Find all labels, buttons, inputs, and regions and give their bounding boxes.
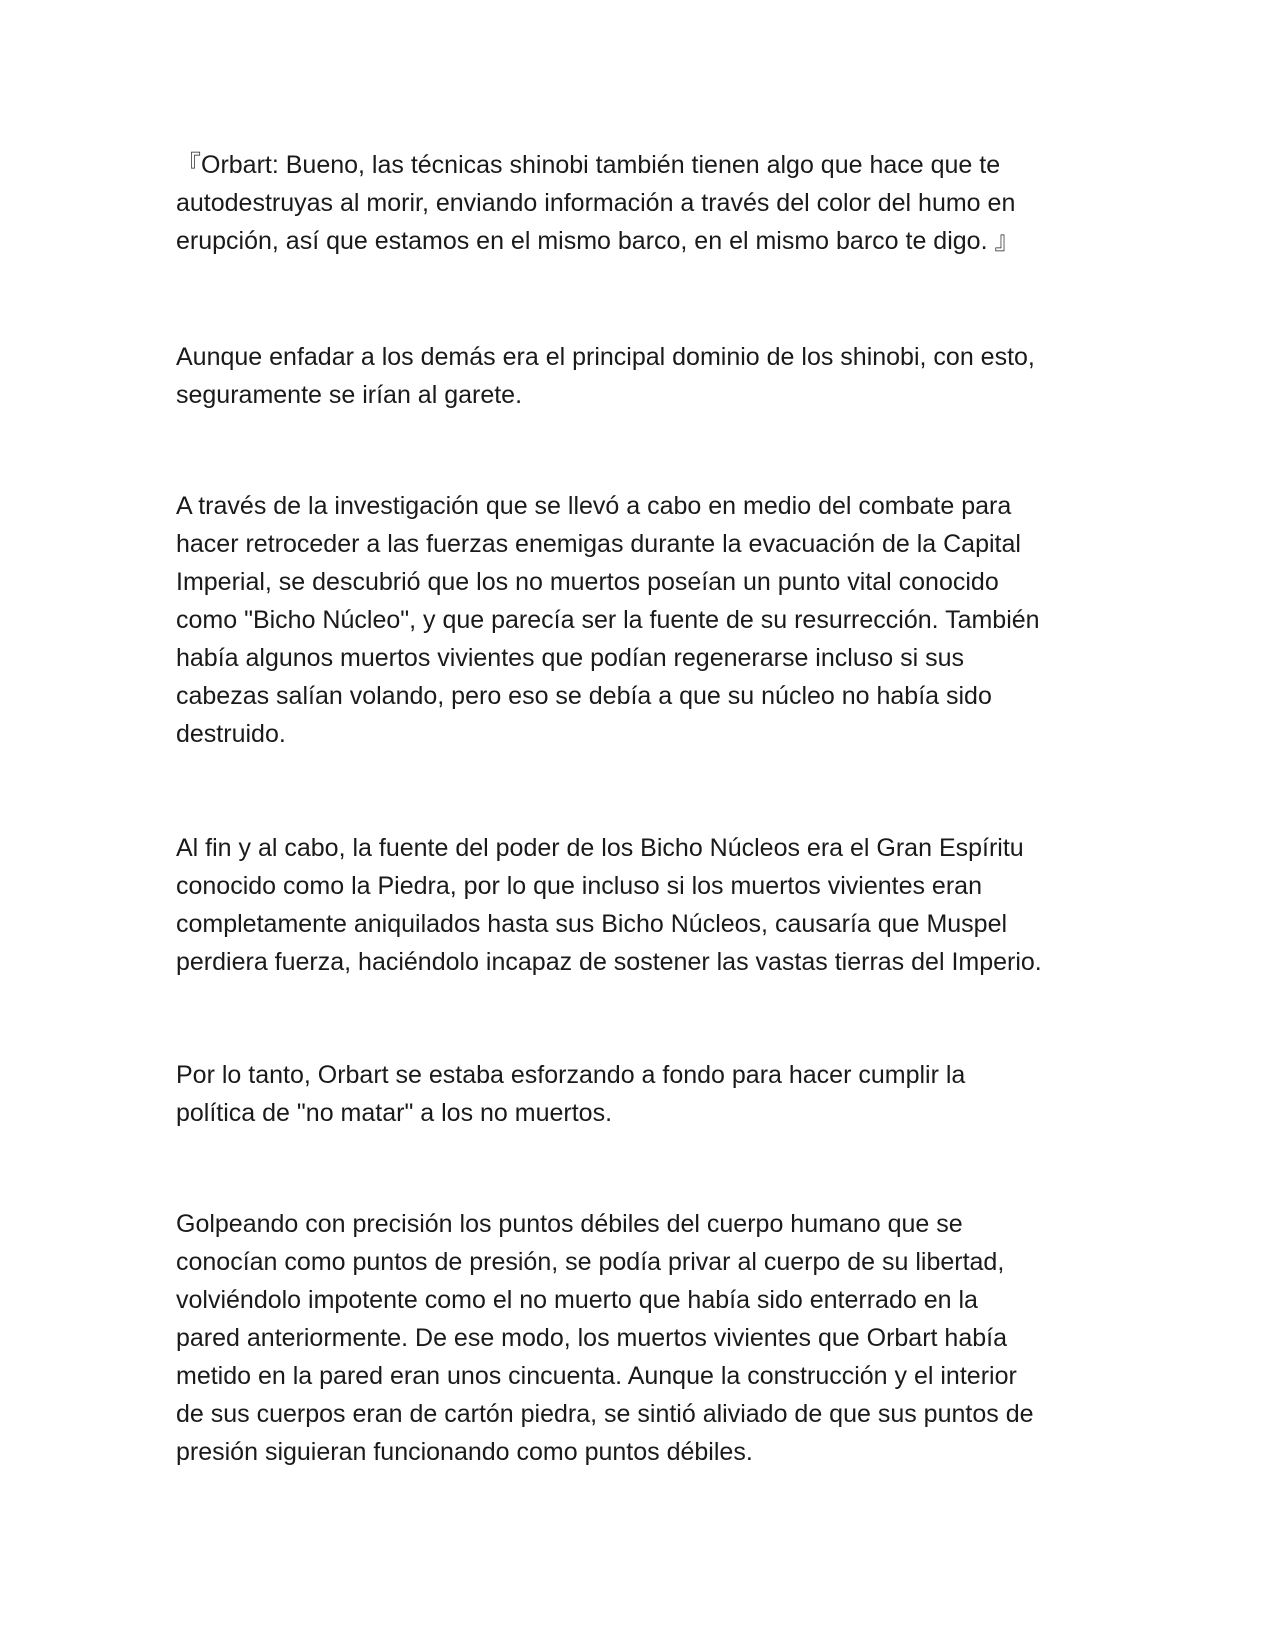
paragraph-line: pared anteriormente. De ese modo, los muertos vivientes que Orbart había	[176, 1324, 1007, 1352]
paragraph-line: Golpeando con precisión los puntos débiles del cuerpo humano que se	[176, 1210, 963, 1238]
paragraph-line: seguramente se irían al garete.	[176, 381, 523, 409]
paragraph-no-kill-policy	[176, 1056, 1106, 1132]
paragraph-line: hacer retroceder a las fuerzas enemigas durante la evacuación de la Capital	[176, 530, 1021, 558]
paragraph-line: perdiera fuerza, haciéndolo incapaz de sostener las vastas tierras del Imperio.	[176, 948, 1042, 976]
paragraph-line: Al fin y al cabo, la fuente del poder de los Bicho Núcleos era el Gran Espíritu	[176, 834, 1024, 862]
paragraph-line: erupción, así que estamos en el mismo barco, en el mismo barco te digo. 』	[176, 227, 1020, 255]
paragraph-pressure-points	[176, 1205, 1106, 1471]
paragraph-line: política de "no matar" a los no muertos.	[176, 1099, 613, 1127]
paragraph-line: completamente aniquilados hasta sus Bicho Núcleos, causaría que Muspel	[176, 910, 1008, 938]
paragraph-investigation	[176, 487, 1106, 753]
paragraph-line: volviéndolo impotente como el no muerto que había sido enterrado en la	[176, 1286, 978, 1314]
paragraph-line: cabezas salían volando, pero eso se debía a que su núcleo no había sido	[176, 682, 992, 710]
paragraph-line: autodestruyas al morir, enviando información a través del color del humo en	[176, 189, 1016, 217]
paragraph-great-spirit	[176, 829, 1106, 981]
paragraph-line: A través de la investigación que se llevó a cabo en medio del combate para	[176, 492, 1012, 520]
paragraph-line: metido en la pared eran unos cincuenta. Aunque la construcción y el interior	[176, 1362, 1017, 1390]
paragraph-line: de sus cuerpos eran de cartón piedra, se sintió aliviado de que sus puntos de	[176, 1400, 1034, 1428]
paragraph-line: Por lo tanto, Orbart se estaba esforzando a fondo para hacer cumplir la	[176, 1061, 966, 1089]
paragraph-line: presión siguieran funcionando como puntos débiles.	[176, 1438, 753, 1466]
paragraph-line: había algunos muertos vivientes que podían regenerarse incluso si sus	[176, 644, 964, 672]
paragraph-line: como "Bicho Núcleo", y que parecía ser la fuente de su resurrección. También	[176, 606, 1040, 634]
paragraph-line: Aunque enfadar a los demás era el principal dominio de los shinobi, con esto,	[176, 343, 1035, 371]
paragraph-line: 『Orbart: Bueno, las técnicas shinobi también tienen algo que hace que te	[176, 151, 1001, 179]
paragraph-line: destruido.	[176, 720, 286, 748]
paragraph-shinobi-domain	[176, 338, 1106, 414]
paragraph-line: conocido como la Piedra, por lo que incluso si los muertos vivientes eran	[176, 872, 982, 900]
paragraph-line: conocían como puntos de presión, se podía privar al cuerpo de su libertad,	[176, 1248, 1005, 1276]
paragraph-dialogue-orbart	[176, 146, 1106, 260]
paragraph-line: Imperial, se descubrió que los no muertos poseían un punto vital conocido	[176, 568, 999, 596]
